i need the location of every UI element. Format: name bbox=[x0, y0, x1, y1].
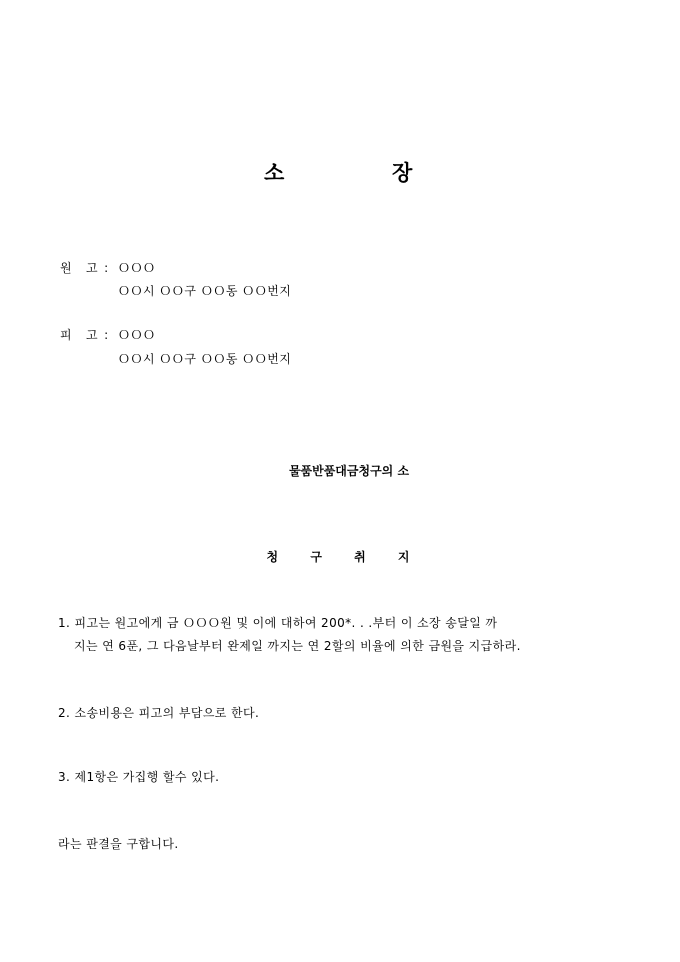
claim-2: 2. 소송비용은 피고의 부담으로 한다. bbox=[58, 706, 260, 720]
plaintiff-role-a: 원 bbox=[60, 261, 73, 275]
document-title-right: 장 bbox=[392, 160, 413, 185]
defendant-address: ＯＯ시 ＯＯ구 ＯＯ동 ＯＯ번지 bbox=[118, 352, 292, 366]
case-subject: 물품반품대금청구의 소 bbox=[288, 464, 410, 478]
section-heading: 청 구 취 지 bbox=[266, 550, 424, 564]
defendant-separator: : bbox=[104, 328, 109, 342]
plaintiff-separator: : bbox=[104, 261, 109, 275]
claim-1-line-2: 지는 연 6푼, 그 다음날부터 완제일 까지는 연 2할의 비율에 의한 금원을 지급하라. bbox=[74, 639, 521, 653]
plaintiff-name: ＯＯＯ bbox=[118, 261, 156, 275]
defendant-name: ＯＯＯ bbox=[118, 328, 156, 342]
defendant-role-b: 고 bbox=[86, 328, 99, 342]
claim-3: 3. 제1항은 가집행 할수 있다. bbox=[58, 770, 220, 784]
plaintiff-address: ＯＯ시 ＯＯ구 ＯＯ동 ＯＯ번지 bbox=[118, 284, 292, 298]
plaintiff-role-b: 고 bbox=[86, 261, 99, 275]
defendant-role-label bbox=[60, 326, 115, 343]
claim-1-line-1: 1. 피고는 원고에게 금 ＯＯＯ원 및 이에 대하여 200*. . .부터 이 소장 송달일 까 bbox=[58, 616, 498, 630]
plaintiff-role-label bbox=[60, 259, 115, 276]
defendant-role-a: 피 bbox=[60, 328, 73, 342]
closing-statement: 라는 판결을 구합니다. bbox=[58, 837, 179, 851]
document-title-left: 소 bbox=[264, 160, 285, 185]
